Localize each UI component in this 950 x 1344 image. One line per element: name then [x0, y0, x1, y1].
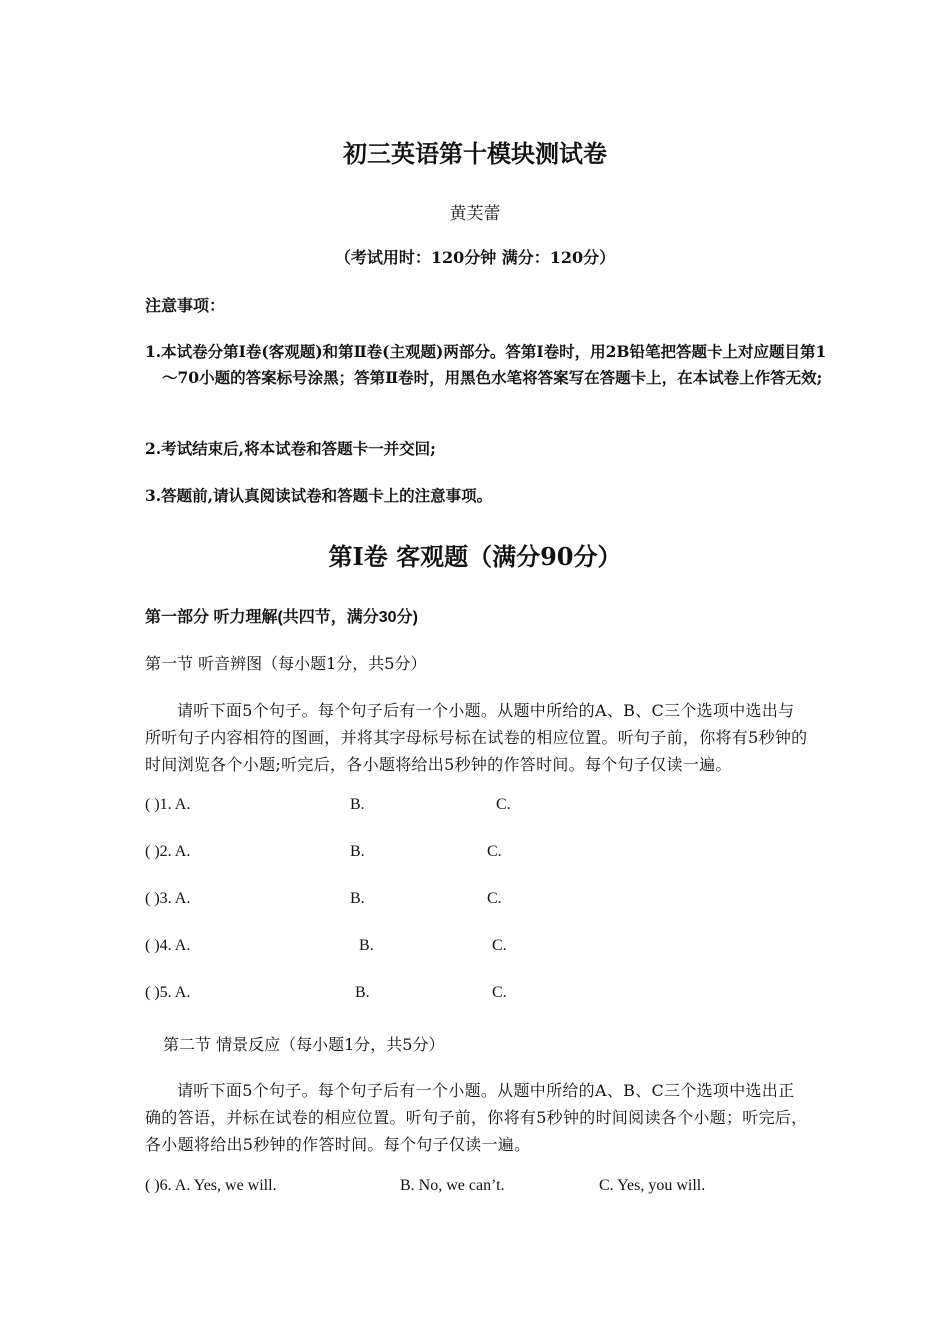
question-stem: ( )1. A.	[145, 796, 191, 813]
option-c: C.	[496, 796, 511, 813]
option-b: B.	[359, 937, 374, 954]
notice-item: 1.本试卷分第Ⅰ卷(客观题)和第Ⅱ卷(主观题)两部分。答第Ⅰ卷时，用2B铅笔把答题卡上对应题目第1～70小题的答案标号涂黑；答第Ⅱ卷时，用黑色水笔将答案写在答题卡上，在本试卷上作答无效;	[145, 342, 827, 387]
notice-item: 3.答题前,请认真阅读试卷和答题卡上的注意事项。	[145, 486, 493, 505]
part-title: 第I卷 客观题（满分90分）	[328, 542, 622, 571]
option-c: C.	[492, 984, 507, 1001]
question-stem: ( )2. A.	[145, 843, 191, 860]
section1-instructions: 请听下面5个句子。每个句子后有一个小题。从题中所给的A、B、C三个选项中选出与所听句子内容相符的图画，并将其字母标号标在试卷的相应位置。听句子前，你将有5秒钟的时间浏览各个小题;听完后，各小题将给出5秒钟的作答时间。每个句子仅读一遍。	[145, 701, 808, 774]
author-name: 黄芙蕾	[449, 204, 501, 224]
question-stem: ( )6. A. Yes, we will.	[145, 1177, 277, 1194]
question-stem: ( )4. A.	[145, 937, 191, 954]
notice-item: 2.考试结束后,将本试卷和答题卡一并交回;	[145, 439, 436, 458]
question-stem: ( )3. A.	[145, 890, 191, 907]
option-b: B.	[350, 843, 365, 860]
notice-heading: 注意事项：	[145, 296, 226, 315]
question-stem: ( )5. A.	[145, 984, 191, 1001]
option-c: C. Yes, you will.	[599, 1177, 706, 1194]
exam-info: （考试用时：120分钟 满分：120分）	[334, 248, 616, 267]
section2-heading: 第二节 情景反应（每小题1分，共5分）	[163, 1035, 445, 1054]
option-c: C.	[487, 843, 502, 860]
part-one-heading: 第一部分 听力理解(共四节，满分30分)	[145, 609, 418, 626]
section1-heading: 第一节 听音辨图（每小题1分，共5分）	[145, 654, 427, 673]
section2-instructions: 请听下面5个句子。每个句子后有一个小题。从题中所给的A、B、C三个选项中选出正确的答语，并标在试卷的相应位置。听句子前，你将有5秒钟的时间阅读各个小题；听完后，各小题将给出5秒钟的作答时间。每个句子仅读一遍。	[145, 1081, 808, 1154]
option-c: C.	[487, 890, 502, 907]
option-b: B.	[350, 796, 365, 813]
option-b: B.	[350, 890, 365, 907]
option-b: B. No, we can’t.	[400, 1177, 505, 1194]
option-c: C.	[492, 937, 507, 954]
document-title: 初三英语第十模块测试卷	[343, 139, 607, 168]
option-b: B.	[355, 984, 370, 1001]
